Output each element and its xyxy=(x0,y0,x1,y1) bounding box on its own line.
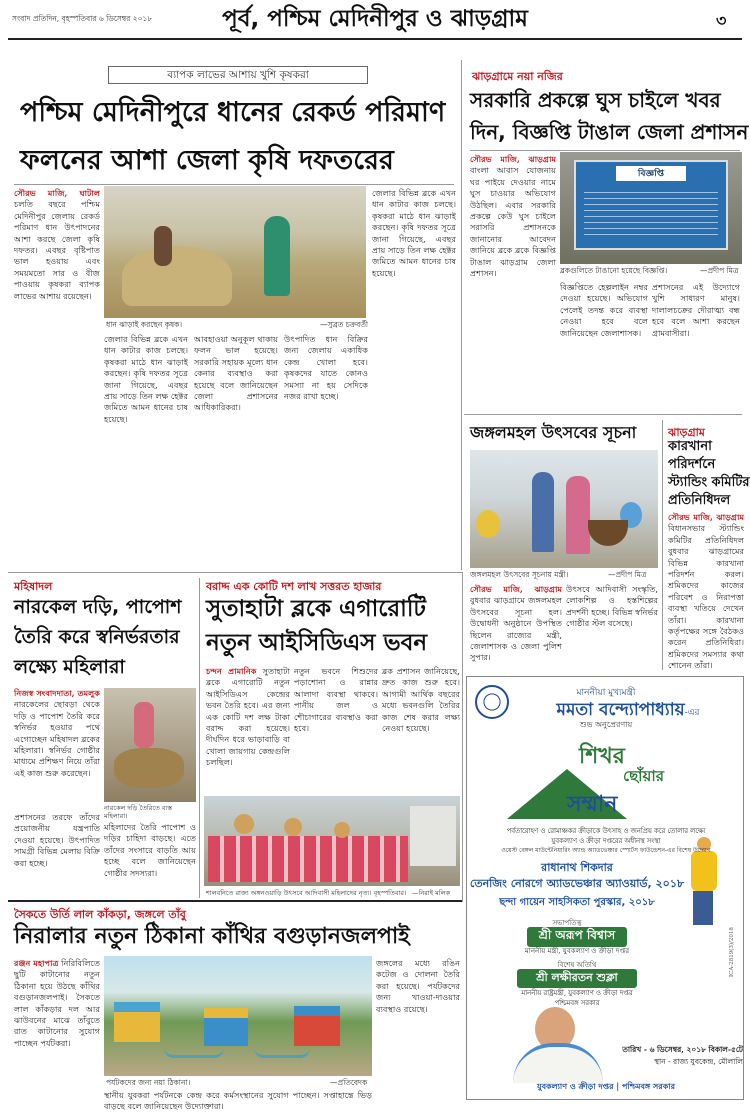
story1-col5: জেলার বিভিন্ন ব্লকে এখন ধান কাটার কাজ চলছে। কৃষকরা মাঠে ধান ঝাড়াই করছেন। কৃষি দফতর সূত্রে জানা গিয়েছে, এবছর প্রায় সাড়ে তিন লক্ষ হেক্টর জমিতে আমন ধানের চাষ হয়েছে। xyxy=(372,188,456,278)
balloon-icon xyxy=(476,510,500,538)
hammock xyxy=(164,1048,224,1058)
story2-photo-credit: —প্রদীপ মিত্র xyxy=(700,266,739,275)
story1-photo-credit: —সুব্রত চক্রবর্তী xyxy=(320,320,369,329)
mountain-logo xyxy=(507,739,667,819)
dancers-row xyxy=(208,836,408,882)
section-rule-3 xyxy=(8,900,462,902)
story4-col3: ব্লক প্রশাসন জানিয়েছে, দ্রুত কাজ শুরু হবে। আগামী আর্থিক বছরের মধ্যে ভবনগুলি তৈরির কাজ শেষ করার লক্ষ্য নেওয়া হয়েছে। xyxy=(382,666,460,734)
story1-col4: উৎপাদিত ধান বিক্রির জন্য জেলায় একাধিক কেন্দ্র খোলা হবে। কৃষকদের যাতে কোনও সমস্যা না হয় সেদিকে নজর রাখা হচ্ছে। xyxy=(284,334,368,402)
story6-tag: ঝাড়গ্রাম xyxy=(668,426,705,439)
ad-organizer-2: যুবকল্যাণ ও ক্রীড়া দপ্তরের অধীনস্থ সংস্থা xyxy=(551,837,661,845)
story6-headline-line1: কারখানা xyxy=(668,439,712,454)
ad-cm-name: মমতা বন্দ্যোপাধ্যায় xyxy=(556,700,685,720)
section-rule-2 xyxy=(8,572,462,573)
ad-logo-line3: সম্মান xyxy=(567,792,618,817)
story4-photo-caption: শালবনিতে রাজ্য অঙ্গনওয়াড়ি উৎসবে আদিবাসী মহিলাদের নৃত্য। বৃহস্পতিবার। xyxy=(206,889,407,897)
story5-photo-caption: জঙ্গলমহল উৎসবের সূচনায় মন্ত্রী। xyxy=(470,570,569,579)
story6-body-2: কারখানা কর্তৃপক্ষের সঙ্গে বৈঠকও করেন প্রতিনিধিরা। শ্রমিকদের সমস্যার কথা শোনেন তাঁরা। xyxy=(668,614,744,671)
ad-code: ICA-2819(3)/2018 xyxy=(729,927,735,977)
story5-col1 xyxy=(470,584,562,662)
story5-headline: জঙ্গলমহল উৎসবের সূচনা xyxy=(470,423,637,442)
paddy-heap xyxy=(122,246,232,306)
story3-col2: প্রশাসনের তরফে তাঁদের প্রয়োজনীয় যন্ত্রপাতি দেওয়া হয়েছে। উৎপাদিত সামগ্রী বিভিন্ন মেলায় বিক্রি করা হচ্ছে। xyxy=(14,812,100,868)
ad-president-name: শ্রী অরূপ বিশ্বাস xyxy=(527,927,627,947)
story3-tag: মহিষাদল xyxy=(14,580,53,593)
story5-col2: উৎসবে আদিবাসী সংস্কৃতি, লোকশিল্প ও হস্তশিল্পের প্রদর্শনী হচ্ছে। বিভিন্ন স্বনির্ভর গোষ্ঠীর স্টল বসেছে। xyxy=(566,584,658,629)
story6-body xyxy=(668,512,744,671)
notice-lines xyxy=(584,187,718,237)
story1-body-1: চলতি বছরে পশ্চিম মেদিনীপুর জেলায় রেকর্ড পরিমাণ ধান উৎপাদনের আশা করছে জেলা কৃষি দফতর। এবছর বৃষ্টিপাত ভাল হওয়ায় এবং সময়মতো সার ও বীজ পাওয়ায় কৃষকরা ব্যাপক লাভের আশায় রয়েছেন। xyxy=(14,199,100,301)
col-divider-3 xyxy=(662,420,663,670)
cm-portrait-saree xyxy=(513,1043,603,1083)
ad-logo-line1: শিখর xyxy=(579,744,625,769)
ad-organizer-1: পর্বতারোহণ ও রোমাঞ্চকর ক্রীড়াকে উৎসাহ ও জনপ্রিয় করে তোলার লক্ষ্যে xyxy=(506,827,706,835)
story3-headline-line2: তৈরি করে স্বনির্ভরতার xyxy=(14,626,180,648)
ad-organizer-3: ওয়েস্ট বেঙ্গল মাউন্টেনিয়ারিং অ্যান্ড অ্যাডভেঞ্চার স্পোর্টস ফাউন্ডেশন-এর বিশেষ উদ্যোগ xyxy=(501,847,711,854)
masthead-rule xyxy=(8,38,742,40)
ad-award-2: তেনজিং নোরগে অ্যাডভেঞ্চার অ্যাওয়ার্ড, ২০১৮ xyxy=(469,877,685,890)
story1-kicker: ব্যাপক লাভের আশায় খুশি কৃষকরা xyxy=(108,66,368,84)
story3-photo xyxy=(104,688,196,802)
farmer-figure-2 xyxy=(154,226,172,266)
story4-tag: বরাদ্দ এক কোটি দশ লাখ সত্তরত হাজার xyxy=(206,580,382,593)
story6-headline-line3: স্ট্যান্ডিং কমিটির xyxy=(668,475,750,490)
hammock xyxy=(254,1048,310,1058)
col-divider-2 xyxy=(199,578,200,898)
story2-headline-line2: দিন, বিজ্ঞপ্তি টাঙাল জেলা প্রশাসন xyxy=(470,120,749,144)
ad-guest-title: মাননীয় রাষ্ট্রমন্ত্রী, যুবকল্যাণ ও ক্রীড়া দপ্তর xyxy=(521,989,633,997)
story2-headline-line1: সরকারি প্রকল্পে ঘুস চাইলে খবর xyxy=(470,88,721,112)
ad-guest-name: শ্রী লক্ষীরতন শুক্লা xyxy=(517,969,637,988)
story4-col1 xyxy=(206,666,290,794)
story5-photo xyxy=(470,450,658,568)
climber-body xyxy=(691,851,717,891)
notice-title: বিজ্ঞপ্তি xyxy=(616,166,686,181)
story6-body-1: বিধানসভার স্ট্যান্ডিং কমিটির প্রতিনিধিদল বুধবার ঝাড়গ্রামের বিভিন্ন কারখানা পরিদর্শন করল। শ্রমিকদের কাজের পরিবেশ ও নিরাপত্তা ব্যবস্থা খতিয়ে দেখেন তাঁরা। xyxy=(668,523,744,625)
story1-col1 xyxy=(14,188,100,568)
ad-top-line: মাননীয়া মুখ্যমন্ত্রী xyxy=(576,688,636,698)
story2-col4: প্রশাসনের এই উদ্যোগে খুশি সাধারণ মানুষ। দালালচক্রের দৌরাত্ম্য বন্ধ হবে বলে আশা করছেন গ্রামবাসীরা। xyxy=(652,282,740,338)
story7-tag: সৈকতে উর্তি লাল কাঁকড়া, জঙ্গলে তাঁবু xyxy=(14,908,186,921)
ad-date-line: তারিখ - ৬ ডিসেম্বর, ২০১৮ বিকাল-৫টে xyxy=(622,1045,743,1054)
building xyxy=(410,806,456,866)
story7-byline: রঞ্জন মহাপাত্র xyxy=(14,958,59,968)
ad-guest-sub: পশ্চিমবঙ্গ সরকার xyxy=(554,999,600,1007)
story1-photo xyxy=(104,186,366,318)
story7-body-1: নিরিবিলিতে ছুটি কাটানোর নতুন ঠিকানা হয়ে উঠছে কাঁথির বগুড়ানজলপাই। সৈকতে লাল কাঁকড়ার দল আর ঝাউবনের মাঝে তাঁবুতে রাত কাটানোর সুযোগ পাচ্ছেন পর্যটকরা। xyxy=(14,958,100,1048)
story7-col2: জঙ্গলের মধ্যে রঙিন কটেজ ও দোলনা তৈরি করা হয়েছে। পর্যটকদের জন্য খাওয়া-দাওয়ার ব্যবস্থাও রয়েছে। xyxy=(376,958,460,1014)
story1-headline-line2: ফলনের আশা জেলা কৃষি দফতরের xyxy=(20,145,394,176)
ad-footer: যুবকল্যাণ ও ক্রীড়া দপ্তর | পশ্চিমবঙ্গ সরকার xyxy=(536,1081,676,1091)
story3-col1 xyxy=(14,688,100,808)
story3-col3: মহিলাদের তৈরি পাপোশ ও দড়ির চাহিদা বাড়ছে। এতে তাঁদের সংসারে বাড়তি আয় হচ্ছে বলে জানিয়েছেন গোষ্ঠীর সদস্যরা। xyxy=(104,822,196,878)
col-divider-4 xyxy=(462,572,463,902)
ad-venue-line: স্থান - রাজ্য যুবকেন্দ্র, মৌলালি xyxy=(654,1057,743,1066)
pot-icon xyxy=(334,822,350,838)
story4-col2: নতুন ভবনে শিশুদের পড়াশোনা ও রান্নার আলাদা ব্যবস্থা থাকবে। পানীয় জল ও শৌচাগারের ব্যবস্থাও করা হবে। xyxy=(294,666,378,734)
story5-photo-credit: —প্রদীপ মিত্র xyxy=(608,570,647,579)
story1-col2: জেলার বিভিন্ন ব্লকে এখন ধান কাটার কাজ চলছে। কৃষকরা মাঠে ধান ঝাড়াই করছেন। কৃষি দফতর সূত্রে জানা গিয়েছে, এবছর প্রায় সাড়ে তিন লক্ষ হেক্টর জমিতে আমন ধানের চাষ হয়েছে। xyxy=(104,334,188,424)
notice-board xyxy=(574,160,728,250)
story3-byline: নিজস্ব সংবাদদাতা, তমলুক xyxy=(14,688,100,698)
climber-legs xyxy=(693,891,713,925)
story5-byline: সৌরভ মাজি, ঝাড়গ্রাম xyxy=(470,584,562,594)
story1-byline: সৌরভ মাজি, ঘাটাল xyxy=(14,188,100,198)
story7-headline: নিরালার নতুন ঠিকানা কাঁথির বগুড়ানজলপাই xyxy=(14,924,410,949)
government-ad xyxy=(466,676,744,1100)
story2-body-1: বাংলা আবাস যোজনায় ঘর পাইয়ে দেওয়ার নামে ঘুস চাওয়ার অভিযোগ উঠছিল। এবার সরকারি প্রকল্পে কেউ ঘুস চাইলে সরাসরি প্রশাসনকে জানানোর আবেদন জানিয়ে ব্লকে ব্লকে বিজ্ঞপ্তি টাঙাল ঝাড়গ্রাম জেলা প্রশাসন। xyxy=(470,165,556,279)
story1-photo-caption: ধান ঝাড়াই করছেন কৃষক। xyxy=(106,320,183,329)
story7-photo-credit: —প্রতিবেদক xyxy=(330,1078,368,1087)
story7-photo-caption: পর্যটকদের জন্য নয়া ঠিকানা। xyxy=(106,1078,191,1087)
dateline: সংবাদ প্রতিদিন, বৃহস্পতিবার ৬ ডিসেম্বর ২০১৮ xyxy=(12,14,153,23)
ad-subtitle: শুভ অনুপ্রেরণায় xyxy=(579,720,633,729)
story4-byline: চন্দন প্রামানিক xyxy=(206,666,257,676)
coir-bundle xyxy=(114,748,184,788)
person-figure xyxy=(566,476,590,554)
page-title: পূর্ব, পশ্চিম মেদিনীপুর ও ঝাড়গ্রাম xyxy=(222,6,528,32)
story2-photo xyxy=(560,152,742,264)
ad-cm-suffix: -এর xyxy=(684,708,700,718)
story2-byline: সৌরভ মাজি, ঝাড়গ্রাম xyxy=(470,154,556,164)
story1-headline-line1: পশ্চিম মেদিনীপুরে ধানের রেকর্ড পরিমাণ xyxy=(20,97,446,128)
story6-headline-line4: প্রতিনিধিদল xyxy=(668,493,731,508)
person-figure xyxy=(532,472,554,552)
farmer-figure xyxy=(264,216,290,296)
ad-award-1: রাধানাথ শিকদার xyxy=(541,861,613,874)
story2-tag: ঝাড়গ্রামে নয়া নজির xyxy=(472,70,563,83)
ad-logo-line2: ছোঁয়ার xyxy=(623,767,664,785)
story3-body-1: নারকেলের ছোবড়া থেকে দড়ি ও পাপোশ তৈরি করে স্বনির্ভর হওয়ার পথে এগোচ্ছেন মহিষাদল ব্লকের মহিলারা। স্বনির্ভর গোষ্ঠীর মাধ্যমে প্রশিক্ষণ নিয়ে তাঁরা এই কাজ শুরু করেছেন। xyxy=(14,699,100,778)
cottage xyxy=(204,1008,248,1046)
story7-col3: স্থানীয় যুবকরা পর্যটনকে কেন্দ্র করে কর্মসংস্থানের সুযোগ পাচ্ছেন। সপ্তাহান্তে ভিড় বাড়ছে বলে জানিয়েছেন উদ্যোক্তারা। xyxy=(104,1090,372,1112)
cottage xyxy=(294,1006,340,1046)
ad-president-label: সভাপতিত্ব xyxy=(552,919,582,927)
ad-president-title: মাননীয় মন্ত্রী, যুবকল্যাণ ও ক্রীড়া দপ্তর xyxy=(524,947,630,955)
story4-photo-credit: —নিরাই মলিক xyxy=(412,889,451,897)
cooking-pot xyxy=(588,520,628,546)
story5-body-1: বুধবার ঝাড়গ্রামে জঙ্গলমহল উৎসবের সূচনা হল। উদ্বোধনী অনুষ্ঠানে উপস্থিত ছিলেন রাজ্যের মন্ত্রী, জেলাশাসক ও জেলা পুলিশ সুপার। xyxy=(470,595,562,663)
ad-award-3: ছন্দা গায়েন সাহসিকতা পুরস্কার, ২০১৮ xyxy=(499,897,655,908)
story2-col3: বিজ্ঞপ্তিতে হেল্পলাইন নম্বর দেওয়া হয়েছে। অভিযোগ পেলেই তদন্ত করে ব্যবস্থা নেওয়া হবে বলে জানিয়েছেন জেলাশাসক। xyxy=(560,282,648,338)
ad-guest-label: বিশেষ অতিথি xyxy=(557,961,597,969)
story3-headline-line3: লক্ষ্যে মহিলারা xyxy=(14,656,125,678)
story4-photo xyxy=(204,796,460,886)
story7-photo xyxy=(104,956,372,1076)
story2-rule xyxy=(470,150,740,151)
story3-headline-line1: নারকেল দড়ি, পাপোশ xyxy=(14,596,182,618)
story3-photo-caption: নারকেল দড়ি তৈরিতে ব্যস্ত মহিলারা। xyxy=(104,804,173,820)
story1-col3: আবহাওয়া অনুকূল থাকায় ফলন ভাল হয়েছে। সরকারি সহায়ক মূল্যে ধান কেনার ব্যবস্থাও করা হয়েছে বলে জানিয়েছেন জেলা প্রশাসনের আধিকারিকরা। xyxy=(194,334,278,413)
story6-byline: সৌরভ মাজি, ঝাড়গ্রাম xyxy=(668,512,744,522)
story2-col1 xyxy=(470,154,556,408)
story4-body-1: সুতাহাটা ব্লকে এগারোটি নতুন আইসিডিএস কেন্দ্রের ভবন তৈরি হবে। এর জন্য এক কোটি দশ লক্ষ টাকা বরাদ্দ করা হয়েছে। দীর্ঘদিন ধরে ভাড়াবাড়ি বা খোলা জায়গায় কেন্দ্রগুলি চলছিল। xyxy=(206,666,291,768)
pot-icon xyxy=(284,818,302,836)
col-divider-1 xyxy=(461,60,462,570)
story6-headline-line2: পরিদর্শনে xyxy=(668,457,716,472)
story4-headline-line1: সুতাহাটা ব্লকে এগারোটি xyxy=(206,596,426,622)
story1-rule xyxy=(14,184,454,185)
section-rule-1 xyxy=(464,414,742,415)
cottage xyxy=(114,1002,160,1042)
story7-col1 xyxy=(14,958,100,1098)
worker-figure xyxy=(134,702,154,748)
page-number: ৩ xyxy=(716,11,727,30)
pot-icon xyxy=(234,814,254,834)
story2-photo-caption: ব্লকগুলিতে টাঙানো হয়েছে বিজ্ঞপ্তি। xyxy=(560,266,668,275)
story4-headline-line2: নতুন আইসিডিএস ভবন xyxy=(206,630,428,656)
